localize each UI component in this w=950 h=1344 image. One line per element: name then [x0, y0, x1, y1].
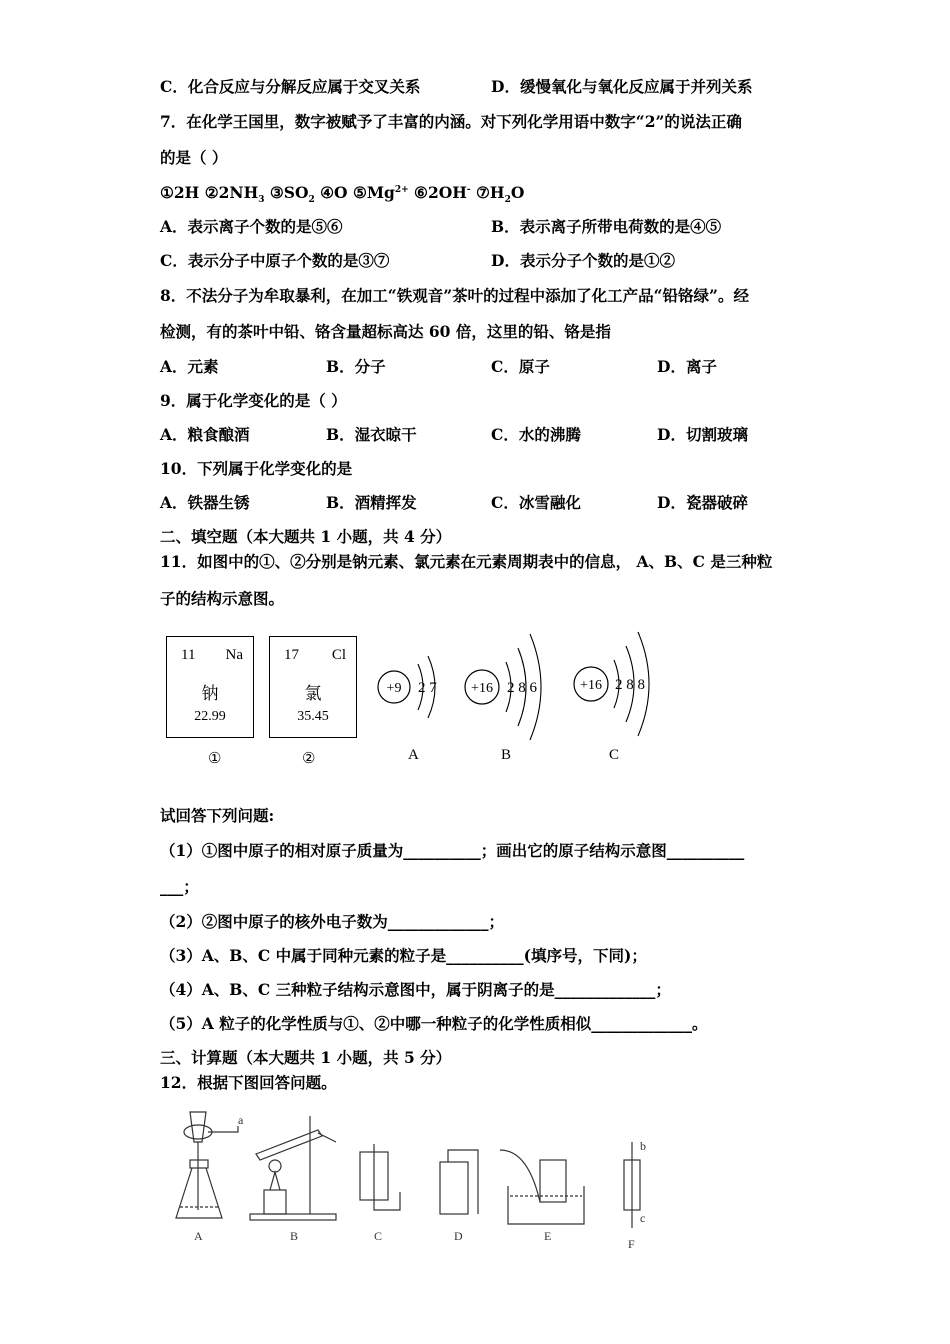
q7-formulas: [160, 183, 525, 206]
atomic-mass: 22.99: [194, 709, 226, 724]
nucleus-charge: +16: [580, 678, 602, 693]
q8-stem-line2: 检测，有的茶叶中铅、铬含量超标高达 60 倍，这里的铅、铬是指: [160, 322, 611, 341]
electron-shells: 2 8 6: [507, 680, 537, 696]
q8-option-a: A．元素: [160, 357, 219, 376]
atomic-number: 11: [181, 647, 196, 663]
q7-formula-sub: 2: [308, 195, 315, 206]
element-name: 钠: [201, 684, 219, 703]
q7-formula-sup: -: [466, 184, 471, 195]
q7-option-b: B．表示离子所带电荷数的是④⑤: [491, 217, 722, 236]
apparatus-label-c: C: [374, 1229, 383, 1243]
q8-stem-line1: 8．不法分子为牟取暴利，在加工“铁观音”茶叶的过程中添加了化工产品“铅铬绿”。经: [160, 286, 749, 305]
element-card-chlorine: [269, 636, 357, 738]
q6-option-c: C．化合反应与分解反应属于交叉关系: [160, 77, 421, 96]
q11-stem-line1: 11．如图中的①、②分别是钠元素、氯元素在元素周期表中的信息， A、B、C 是三种粒: [160, 552, 773, 571]
q6-option-d: D．缓慢氧化与氧化反应属于并列关系: [491, 77, 753, 96]
q11-part-4: （4）A、B、C 三种粒子结构示意图中，属于阴离子的是_____________；: [160, 980, 671, 999]
q10-stem: 10．下列属于化学变化的是: [160, 459, 353, 478]
q9-stem: 9．属于化学变化的是（ ）: [160, 391, 347, 410]
atom-label: B: [501, 747, 512, 763]
apparatus-c: [360, 1144, 400, 1210]
apparatus-d: [440, 1150, 478, 1214]
q10-option-a: A．铁器生锈: [160, 493, 250, 512]
q9-option-a: A．粮食酿酒: [160, 425, 250, 444]
q7-stem-line1: 7．在化学王国里，数字被赋予了丰富的内涵。对下列化学用语中数字“2”的说法正确: [160, 112, 742, 131]
section-2-heading: 二、填空题（本大题共 1 小题，共 4 分）: [160, 527, 452, 546]
nucleus-charge: +9: [386, 681, 402, 696]
section-3-heading: 三、计算题（本大题共 1 小题，共 5 分）: [160, 1048, 452, 1067]
q7-formula-sub: 2: [504, 195, 511, 206]
element-card-sodium: [166, 636, 254, 738]
atom-label: A: [408, 747, 419, 763]
q8-option-b: B．分子: [326, 357, 386, 376]
q10-option-b: B．酒精挥发: [326, 493, 417, 512]
q7-formula-part: ⑦H: [470, 183, 505, 202]
q10-option-c: C．冰雪融化: [491, 493, 581, 512]
apparatus-f: [624, 1139, 646, 1228]
q12-stem: 12．根据下图回答问题。: [160, 1073, 337, 1092]
q7-option-a: A．表示离子个数的是⑤⑥: [160, 217, 343, 236]
label-b-small: b: [640, 1139, 646, 1153]
q7-formula-sup: 2+: [394, 184, 409, 195]
q11-part-1b: ___；: [160, 877, 199, 896]
q11-part-3: （3）A、B、C 中属于同种元素的粒子是__________(填序号，下同)；: [160, 946, 647, 965]
q7-formula-sub: 3: [258, 195, 265, 206]
apparatus-a: [176, 1112, 244, 1218]
q9-option-b: B．湿衣晾干: [326, 425, 417, 444]
element-card-caption-1: ①: [208, 751, 222, 767]
q7-formula-part: O: [510, 183, 525, 202]
q7-formula-part: ①2H ②2NH: [160, 183, 259, 202]
apparatus-b: [250, 1116, 336, 1220]
atom-label: C: [609, 747, 620, 763]
atomic-number: 17: [284, 647, 299, 663]
atom-diagram-c: [574, 632, 649, 763]
q7-formula-part: ④O ⑤Mg: [314, 183, 395, 202]
q8-option-c: C．原子: [491, 357, 550, 376]
q7-option-c: C．表示分子中原子个数的是③⑦: [160, 251, 390, 270]
apparatus-label-a: A: [194, 1229, 203, 1243]
q7-formula-part: ⑥2OH: [408, 183, 467, 202]
nucleus-charge: +16: [471, 681, 493, 696]
q7-formula-part: ③SO: [264, 183, 309, 202]
q11-part-2: （2）②图中原子的核外电子数为_____________；: [160, 912, 505, 931]
label-a-small: a: [238, 1113, 244, 1127]
apparatus-label-d: D: [454, 1229, 463, 1243]
atom-diagram-a: [378, 656, 437, 763]
q11-part-1a: （1）①图中原子的相对原子质量为__________；画出它的原子结构示意图__________: [160, 841, 745, 860]
q8-option-d: D．离子: [657, 357, 717, 376]
atom-diagram-b: [465, 634, 541, 763]
q7-stem-line2: 的是（ ）: [160, 148, 228, 167]
element-symbol: Na: [225, 647, 243, 663]
q9-option-c: C．水的沸腾: [491, 425, 581, 444]
element-card-caption-2: ②: [302, 751, 316, 767]
electron-shells: 2 8 8: [615, 677, 645, 693]
q11-part-5: （5）A 粒子的化学性质与①、②中哪一种粒子的化学性质相似_____________。: [160, 1014, 708, 1033]
q7-option-d: D．表示分子个数的是①②: [491, 251, 675, 270]
atom-structure-diagrams: [370, 626, 670, 766]
apparatus-label-b: B: [290, 1229, 299, 1243]
label-c-small: c: [640, 1211, 646, 1225]
apparatus-label-f: F: [628, 1237, 635, 1251]
q11-prompt: 试回答下列问题:: [160, 806, 275, 825]
lab-apparatus-figure: [160, 1102, 660, 1252]
apparatus-label-e: E: [544, 1229, 552, 1243]
q11-stem-line2: 子的结构示意图。: [160, 589, 285, 608]
atomic-mass: 35.45: [297, 709, 329, 724]
q9-option-d: D．切割玻璃: [657, 425, 748, 444]
element-symbol: Cl: [331, 647, 346, 663]
element-name: 氯: [304, 684, 322, 703]
q10-option-d: D．瓷器破碎: [657, 493, 748, 512]
apparatus-e: [500, 1150, 584, 1224]
electron-shells: 2 7: [418, 680, 437, 696]
